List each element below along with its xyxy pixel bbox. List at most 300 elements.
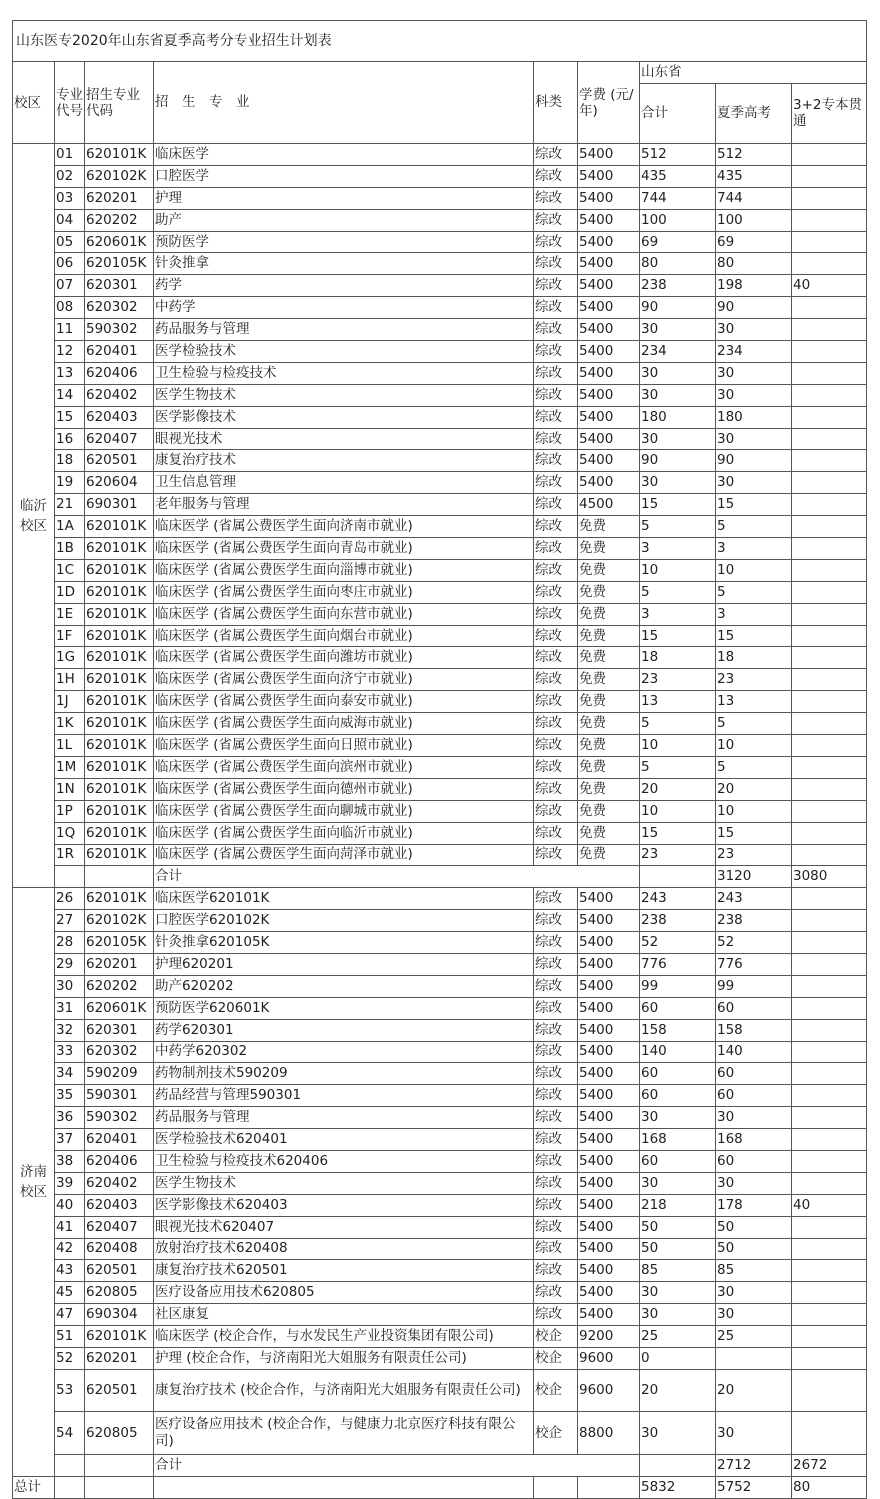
table-row [13,1282,867,1304]
header-campus: 校区 [13,62,55,144]
total-cell: 168 [640,1129,716,1151]
major-name-cell: 药学 [154,275,534,297]
major-name-cell: 医疗设备应用技术620805 [154,1282,534,1304]
empty-cell [534,1476,578,1498]
major-code-cell: 620601K [85,997,154,1019]
thru-cell [792,1412,867,1455]
total-cell: 100 [640,209,716,231]
campus-cell: 临沂校区 [13,144,55,888]
subtotal-label: 合计 [154,1454,640,1476]
header-province: 山东省 [640,62,867,84]
thru-cell [792,1369,867,1412]
major-code-cell: 620102K [85,910,154,932]
major-code-cell: 620301 [85,1019,154,1041]
category-cell: 综改 [534,297,578,319]
thru-cell [792,647,867,669]
thru-cell [792,1150,867,1172]
major-name-cell: 康复治疗技术 [154,450,534,472]
total-cell: 5 [640,516,716,538]
empty-cell [640,1454,716,1476]
code-cell: 1B [55,538,85,560]
code-cell: 12 [55,341,85,363]
summer-cell: 13 [716,691,792,713]
major-code-cell: 590209 [85,1063,154,1085]
thru-cell [792,1260,867,1282]
category-cell: 综改 [534,538,578,560]
thru-cell: 40 [792,275,867,297]
summer-cell: 3 [716,538,792,560]
major-code-cell: 620402 [85,384,154,406]
table-row [13,756,867,778]
thru-cell [792,691,867,713]
summer-cell: 512 [716,144,792,166]
summer-cell: 30 [716,428,792,450]
major-name-cell: 临床医学 (省属公费医学生面向泰安市就业) [154,691,534,713]
tuition-cell: 免费 [578,735,640,757]
tuition-cell: 5400 [578,1304,640,1326]
major-name-cell: 护理620201 [154,953,534,975]
summer-cell: 20 [716,778,792,800]
table-row [13,669,867,691]
tuition-cell: 5400 [578,932,640,954]
tuition-cell: 5400 [578,406,640,428]
summer-cell: 198 [716,275,792,297]
summer-cell: 30 [716,1172,792,1194]
major-code-cell: 620105K [85,932,154,954]
total-cell: 80 [640,253,716,275]
table-row [13,603,867,625]
tuition-cell: 5400 [578,165,640,187]
category-cell: 综改 [534,910,578,932]
code-cell: 43 [55,1260,85,1282]
tuition-cell: 5400 [578,1238,640,1260]
category-cell: 综改 [534,669,578,691]
summer-cell: 5 [716,713,792,735]
major-name-cell: 卫生信息管理 [154,472,534,494]
table-row [13,406,867,428]
total-cell: 15 [640,822,716,844]
category-cell: 校企 [534,1412,578,1455]
major-code-cell: 620501 [85,1260,154,1282]
major-code-cell: 690301 [85,494,154,516]
major-code-cell: 620601K [85,231,154,253]
code-cell: 1G [55,647,85,669]
major-name-cell: 卫生检验与检疫技术620406 [154,1150,534,1172]
table-row [13,319,867,341]
table-row [13,997,867,1019]
code-cell: 30 [55,975,85,997]
table-row [13,384,867,406]
major-name-cell: 助产620202 [154,975,534,997]
total-cell: 13 [640,691,716,713]
table-row [13,165,867,187]
table-row [13,516,867,538]
code-cell: 37 [55,1129,85,1151]
category-cell: 综改 [534,1107,578,1129]
table-row [13,1041,867,1063]
summer-cell: 60 [716,1063,792,1085]
thru-cell [792,297,867,319]
major-name-cell: 医学生物技术 [154,1172,534,1194]
summer-cell [716,1347,792,1369]
subtotal-label: 合计 [154,866,640,888]
subtotal-row [13,866,867,888]
total-cell: 30 [640,1107,716,1129]
total-cell: 5 [640,713,716,735]
major-code-cell: 590302 [85,319,154,341]
category-cell: 综改 [534,1085,578,1107]
table-row [13,1260,867,1282]
code-cell: 1D [55,581,85,603]
category-cell: 校企 [534,1347,578,1369]
total-cell: 60 [640,1150,716,1172]
tuition-cell: 5400 [578,253,640,275]
major-code-cell: 620202 [85,975,154,997]
tuition-cell: 免费 [578,647,640,669]
code-cell: 18 [55,450,85,472]
tuition-cell: 免费 [578,713,640,735]
table-row [13,735,867,757]
category-cell: 综改 [534,341,578,363]
major-name-cell: 针灸推拿 [154,253,534,275]
major-name-cell: 社区康复 [154,1304,534,1326]
tuition-cell: 5400 [578,341,640,363]
major-code-cell: 620101K [85,844,154,866]
empty-cell [85,866,154,888]
code-cell: 36 [55,1107,85,1129]
code-cell: 1J [55,691,85,713]
major-code-cell: 590301 [85,1085,154,1107]
thru-cell [792,406,867,428]
category-cell: 综改 [534,713,578,735]
major-name-cell: 中药学620302 [154,1041,534,1063]
table-row [13,1063,867,1085]
major-name-cell: 临床医学 (校企合作，与水发民生产业投资集团有限公司) [154,1326,534,1348]
code-cell: 1N [55,778,85,800]
major-code-cell: 620101K [85,144,154,166]
total-cell: 30 [640,319,716,341]
major-name-cell: 卫生检验与检疫技术 [154,362,534,384]
major-code-cell: 620401 [85,341,154,363]
table-row [13,778,867,800]
total-cell: 60 [640,997,716,1019]
empty-cell [55,1476,85,1498]
total-cell: 3 [640,538,716,560]
table-row [13,1347,867,1369]
category-cell: 综改 [534,953,578,975]
major-code-cell: 620101K [85,516,154,538]
code-cell: 1H [55,669,85,691]
summer-cell: 69 [716,231,792,253]
code-cell: 1R [55,844,85,866]
tuition-cell: 免费 [578,800,640,822]
summer-cell: 30 [716,384,792,406]
tuition-cell: 5400 [578,953,640,975]
summer-cell: 158 [716,1019,792,1041]
summer-cell: 80 [716,253,792,275]
total-cell: 30 [640,1304,716,1326]
thru-cell [792,888,867,910]
major-name-cell: 护理 [154,187,534,209]
major-code-cell: 620201 [85,1347,154,1369]
summer-cell: 60 [716,997,792,1019]
category-cell: 综改 [534,253,578,275]
tuition-cell: 5400 [578,888,640,910]
tuition-cell: 免费 [578,822,640,844]
summer-cell: 30 [716,319,792,341]
empty-cell [55,866,85,888]
category-cell: 综改 [534,165,578,187]
major-code-cell: 620302 [85,1041,154,1063]
code-cell: 34 [55,1063,85,1085]
total-cell: 10 [640,735,716,757]
campus-cell: 济南校区 [13,888,55,1476]
thru-cell [792,253,867,275]
header-code: 专业代号 [55,62,85,144]
major-name-cell: 眼视光技术 [154,428,534,450]
code-cell: 38 [55,1150,85,1172]
total-cell: 435 [640,165,716,187]
table-row [13,1129,867,1151]
thru-cell [792,428,867,450]
major-code-cell: 590302 [85,1107,154,1129]
thru-cell [792,494,867,516]
table-row [13,1326,867,1348]
code-cell: 28 [55,932,85,954]
code-cell: 33 [55,1041,85,1063]
category-cell: 综改 [534,231,578,253]
category-cell: 综改 [534,209,578,231]
major-code-cell: 620501 [85,450,154,472]
table-row [13,1150,867,1172]
total-cell: 30 [640,1172,716,1194]
thru-cell [792,953,867,975]
tuition-cell: 9200 [578,1326,640,1348]
thru-cell [792,822,867,844]
major-code-cell: 620501 [85,1369,154,1412]
tuition-cell: 免费 [578,691,640,713]
total-cell: 238 [640,910,716,932]
summer-cell: 238 [716,910,792,932]
thru-cell [792,1041,867,1063]
code-cell: 01 [55,144,85,166]
summer-cell: 180 [716,406,792,428]
total-cell: 30 [640,384,716,406]
total-cell: 5 [640,756,716,778]
category-cell: 校企 [534,1326,578,1348]
major-code-cell: 620202 [85,209,154,231]
total-cell: 30 [640,362,716,384]
major-code-cell: 620101K [85,559,154,581]
major-name-cell: 预防医学 [154,231,534,253]
category-cell: 综改 [534,1304,578,1326]
thru-cell [792,581,867,603]
major-name-cell: 临床医学 (省属公费医学生面向滨州市就业) [154,756,534,778]
tuition-cell: 5400 [578,319,640,341]
category-cell: 综改 [534,581,578,603]
major-code-cell: 620406 [85,1150,154,1172]
category-cell: 综改 [534,691,578,713]
table-row [13,1369,867,1412]
tuition-cell: 5400 [578,275,640,297]
header-summer: 夏季高考 [716,83,792,144]
summer-cell: 25 [716,1326,792,1348]
major-code-cell: 620401 [85,1129,154,1151]
table-row [13,450,867,472]
tuition-cell: 5400 [578,1019,640,1041]
category-cell: 综改 [534,1150,578,1172]
code-cell: 15 [55,406,85,428]
summer-cell: 20 [716,1369,792,1412]
thru-cell [792,1019,867,1041]
summer-cell: 90 [716,297,792,319]
tuition-cell: 免费 [578,538,640,560]
tuition-cell: 5400 [578,997,640,1019]
table-row [13,1172,867,1194]
category-cell: 综改 [534,647,578,669]
major-name-cell: 针灸推拿620105K [154,932,534,954]
total-cell: 52 [640,932,716,954]
thru-cell [792,187,867,209]
major-code-cell: 620403 [85,406,154,428]
major-name-cell: 医学影像技术 [154,406,534,428]
tuition-cell: 5400 [578,297,640,319]
major-name-cell: 医学检验技术620401 [154,1129,534,1151]
major-code-cell: 620402 [85,1172,154,1194]
category-cell: 综改 [534,1282,578,1304]
table-row [13,275,867,297]
major-name-cell: 老年服务与管理 [154,494,534,516]
major-name-cell: 临床医学 (省属公费医学生面向济南市就业) [154,516,534,538]
major-code-cell: 620101K [85,756,154,778]
major-code-cell: 620407 [85,1216,154,1238]
total-cell: 30 [640,428,716,450]
tuition-cell: 5400 [578,1194,640,1216]
tuition-cell: 5400 [578,1085,640,1107]
enrollment-plan-sheet [12,20,867,1499]
code-cell: 39 [55,1172,85,1194]
tuition-cell: 5400 [578,1129,640,1151]
category-cell: 综改 [534,1238,578,1260]
major-name-cell: 放射治疗技术620408 [154,1238,534,1260]
thru-cell [792,559,867,581]
total-cell: 10 [640,800,716,822]
total-cell: 50 [640,1238,716,1260]
code-cell: 26 [55,888,85,910]
subtotal-total: 3120 [716,866,792,888]
thru-cell [792,910,867,932]
total-cell: 60 [640,1085,716,1107]
summer-cell: 3 [716,603,792,625]
thru-cell [792,997,867,1019]
summer-cell: 60 [716,1085,792,1107]
table-row [13,538,867,560]
table-row [13,341,867,363]
tuition-cell: 5400 [578,1150,640,1172]
major-code-cell: 620101K [85,691,154,713]
code-cell: 41 [55,1216,85,1238]
category-cell: 综改 [534,494,578,516]
table-row [13,187,867,209]
summer-cell: 140 [716,1041,792,1063]
tuition-cell: 免费 [578,516,640,538]
thru-cell [792,625,867,647]
thru-cell [792,603,867,625]
code-cell: 07 [55,275,85,297]
table-row [13,494,867,516]
major-code-cell: 620201 [85,187,154,209]
table-row [13,1216,867,1238]
tuition-cell: 5400 [578,209,640,231]
thru-cell [792,1085,867,1107]
tuition-cell: 5400 [578,1216,640,1238]
thru-cell [792,800,867,822]
thru-cell [792,1216,867,1238]
major-code-cell: 620301 [85,275,154,297]
major-name-cell: 眼视光技术620407 [154,1216,534,1238]
major-code-cell: 620101K [85,822,154,844]
major-code-cell: 620101K [85,538,154,560]
empty-cell [85,1476,154,1498]
code-cell: 16 [55,428,85,450]
category-cell: 校企 [534,1369,578,1412]
code-cell: 02 [55,165,85,187]
summer-cell: 10 [716,800,792,822]
summer-cell: 90 [716,450,792,472]
table-row [13,472,867,494]
grand-total-total: 5832 [640,1476,716,1498]
total-cell: 234 [640,341,716,363]
major-code-cell: 620101K [85,888,154,910]
code-cell: 54 [55,1412,85,1455]
summer-cell: 5 [716,581,792,603]
summer-cell: 15 [716,494,792,516]
table-row [13,888,867,910]
category-cell: 综改 [534,187,578,209]
major-code-cell: 620101K [85,581,154,603]
tuition-cell: 免费 [578,756,640,778]
summer-cell: 50 [716,1238,792,1260]
tuition-cell: 5400 [578,144,640,166]
category-cell: 综改 [534,932,578,954]
major-code-cell: 620403 [85,1194,154,1216]
summer-cell: 243 [716,888,792,910]
major-code-cell: 620406 [85,362,154,384]
header-major: 招 生 专 业 [154,62,534,144]
tuition-cell: 9600 [578,1369,640,1412]
category-cell: 综改 [534,275,578,297]
thru-cell [792,932,867,954]
thru-cell [792,669,867,691]
summer-cell: 60 [716,1150,792,1172]
major-code-cell: 620805 [85,1282,154,1304]
code-cell: 27 [55,910,85,932]
major-name-cell: 临床医学 (省属公费医学生面向枣庄市就业) [154,581,534,603]
category-cell: 综改 [534,800,578,822]
table-row [13,362,867,384]
total-cell: 15 [640,494,716,516]
summer-cell: 178 [716,1194,792,1216]
total-cell: 15 [640,625,716,647]
total-cell: 23 [640,844,716,866]
grand-total-label: 总计 [13,1476,55,1498]
major-name-cell: 临床医学 (省属公费医学生面向烟台市就业) [154,625,534,647]
major-name-cell: 临床医学 (省属公费医学生面向日照市就业) [154,735,534,757]
major-name-cell: 临床医学 (省属公费医学生面向威海市就业) [154,713,534,735]
major-name-cell: 药学620301 [154,1019,534,1041]
table-row [13,209,867,231]
code-cell: 1A [55,516,85,538]
